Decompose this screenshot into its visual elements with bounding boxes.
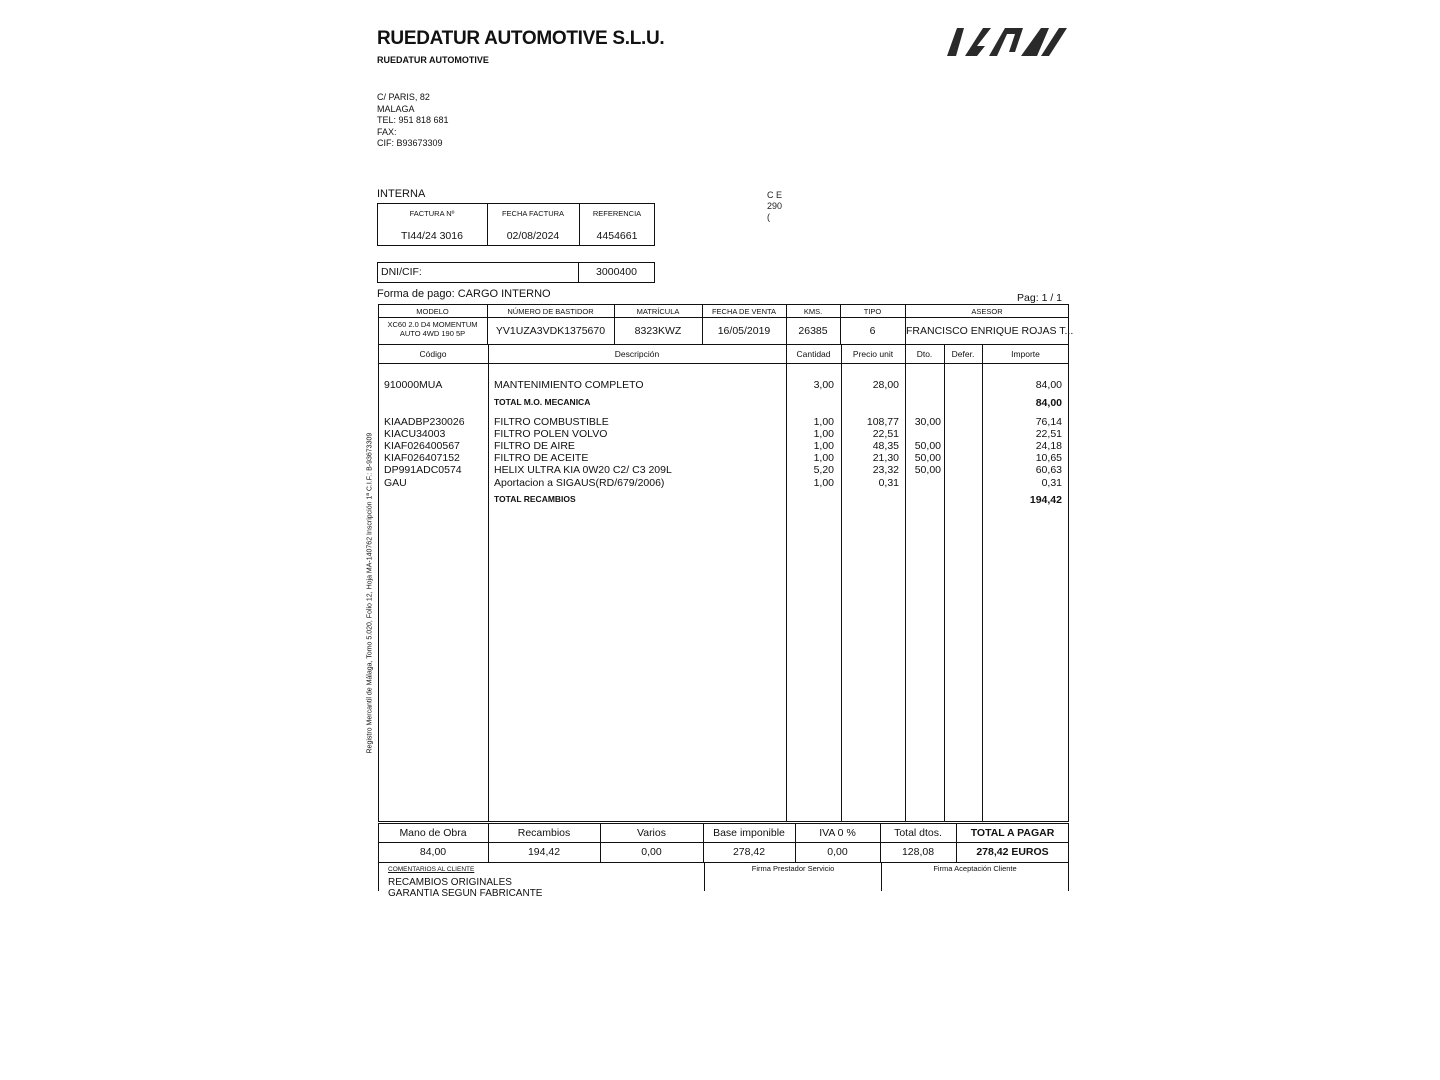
item-unit-price: 108,77 (866, 416, 899, 428)
item-quantity: 1,00 (813, 428, 834, 440)
fecha-label: FECHA FACTURA (501, 209, 565, 218)
item-amount: 76,14 (1035, 416, 1062, 428)
item-quantity: 3,00 (813, 379, 834, 391)
address-line: C/ PARIS, 82 (377, 92, 430, 102)
vehicle-header: ASESOR (971, 307, 1003, 316)
item-unit-price: 48,35 (872, 440, 899, 452)
vehicle-header: MODELO (416, 307, 449, 316)
registry-side-text: Registro Mercantil de Málaga, Tomo 5.020, Folio 12, Hoja MA-140762 Inscripción 1ª C.I.F.: B-93673309 (366, 432, 374, 754)
totals-header: Mano de Obra (399, 827, 467, 839)
total-parts: 194,42 (527, 846, 561, 858)
total-to-pay: 278,42 EUROS (976, 846, 1049, 858)
address-line: MALAGA (377, 103, 415, 114)
comment-line: RECAMBIOS ORIGINALES (388, 877, 512, 888)
subtotal-labour-label: TOTAL M.O. MECANICA (494, 397, 591, 407)
company-name: RUEDATUR AUTOMOTIVE S.L.U. (377, 28, 665, 49)
item-quantity: 5,20 (813, 464, 834, 476)
items-header: Código (419, 349, 447, 359)
item-code: DP991ADC0574 (384, 464, 462, 476)
comments (388, 877, 542, 899)
sale-date: 16/05/2019 (717, 325, 771, 337)
signature-provider: Firma Prestador Servicio (751, 864, 835, 873)
factura-number: TI44/24 3016 (401, 230, 463, 242)
item-code: 910000MUA (384, 379, 443, 391)
vehicle-model (378, 321, 487, 338)
license-plate: 8323KWZ (634, 325, 682, 337)
item-quantity: 1,00 (813, 452, 834, 464)
total-discounts: 128,08 (901, 846, 935, 858)
asesor: FRANCISCO ENRIQUE ROJAS T... (906, 325, 1074, 337)
subtotal-parts-value: 194,42 (1029, 494, 1062, 506)
item-amount: 22,51 (1035, 428, 1062, 440)
item-amount: 60,63 (1035, 464, 1062, 476)
recipient-line: 290 (767, 201, 783, 211)
factura-label: FACTURA Nº (409, 209, 455, 218)
vin: YV1UZA3VDK1375670 (495, 325, 606, 337)
total-base: 278,42 (732, 846, 766, 858)
item-unit-price: 0,31 (878, 477, 899, 489)
item-unit-price: 21,30 (872, 452, 899, 464)
invoice-date: 02/08/2024 (506, 230, 560, 242)
totals-header: Base imponible (713, 827, 785, 839)
reference-number: 4454661 (596, 230, 638, 242)
items-header: Dto. (916, 349, 933, 359)
subtotal-parts-label: TOTAL RECAMBIOS (494, 494, 576, 504)
footer-section (378, 863, 1069, 899)
vehicle-header: TIPO (863, 307, 882, 316)
payment-method (377, 288, 551, 300)
model-line: AUTO 4WD 190 5P (399, 328, 466, 338)
item-description: FILTRO DE ACEITE (494, 452, 589, 464)
items-header: Precio unit (852, 349, 894, 359)
kia-logo (945, 24, 1069, 58)
item-amount: 10,65 (1035, 452, 1062, 464)
item-description: FILTRO POLEN VOLVO (494, 428, 608, 440)
referencia-label: REFERENCIA (592, 209, 642, 218)
item-description: FILTRO COMBUSTIBLE (494, 416, 609, 428)
item-quantity: 1,00 (813, 440, 834, 452)
totals-header: TOTAL A PAGAR (970, 827, 1055, 839)
item-quantity: 1,00 (813, 477, 834, 489)
payment-value: CARGO INTERNO (457, 288, 551, 300)
item-description: FILTRO DE AIRE (494, 440, 575, 452)
dni-value: 3000400 (596, 266, 637, 278)
item-code: KIAADBP230026 (384, 416, 465, 428)
item-description: HELIX ULTRA KIA 0W20 C2/ C3 209L (494, 464, 672, 476)
totals-header: IVA 0 % (819, 827, 856, 839)
vehicle-header: FECHA DE VENTA (711, 307, 777, 316)
comments-label: COMENTARIOS AL CLIENTE (388, 866, 475, 873)
invoice-type: INTERNA (377, 188, 426, 200)
item-description: Aportacion a SIGAUS(RD/679/2006) (494, 477, 665, 489)
totals-header: Varios (637, 827, 666, 839)
item-discount: 50,00 (914, 440, 941, 452)
totals-header: Total dtos. (894, 827, 942, 839)
item-unit-price: 23,32 (872, 464, 899, 476)
item-code: GAU (384, 477, 407, 489)
dni-label: DNI/CIF: (381, 266, 422, 278)
tipo: 6 (869, 325, 876, 337)
recipient-line: ( (767, 212, 770, 222)
item-amount: 24,18 (1035, 440, 1062, 452)
total-iva: 0,00 (827, 846, 848, 858)
item-code: KIACU34003 (384, 428, 446, 440)
item-code: KIAF026400567 (384, 440, 460, 452)
totals-header: Recambios (517, 827, 571, 839)
address-line: FAX: (377, 126, 397, 137)
signature-client: Firma Aceptación Cliente (933, 864, 1017, 873)
item-code: KIAF026407152 (384, 452, 460, 464)
kms: 26385 (798, 325, 828, 337)
item-unit-price: 22,51 (872, 428, 899, 440)
vehicle-header: KMS. (803, 307, 823, 316)
item-amount: 0,31 (1041, 477, 1062, 489)
items-table (378, 344, 1069, 822)
subtotal-labour-value: 84,00 (1035, 397, 1062, 409)
vehicle-header: NÚMERO DE BASTIDOR (507, 307, 594, 316)
company-subname: RUEDATUR AUTOMOTIVE (377, 55, 489, 65)
payment-label: Forma de pago: (377, 288, 455, 300)
item-amount: 84,00 (1035, 379, 1062, 391)
items-header: Importe (1011, 349, 1040, 359)
item-description: MANTENIMIENTO COMPLETO (494, 379, 644, 391)
address-line: TEL: 951 818 681 (377, 115, 449, 125)
item-discount: 50,00 (914, 452, 941, 464)
total-labour: 84,00 (419, 846, 447, 858)
recipient-block (767, 190, 782, 223)
page-number: Pag: 1 / 1 (1017, 292, 1062, 304)
items-header: Descripción (614, 349, 660, 359)
total-varios: 0,00 (641, 846, 662, 858)
vehicle-header: MATRÍCULA (636, 307, 680, 316)
item-quantity: 1,00 (813, 416, 834, 428)
items-header: Cantidad (796, 349, 831, 359)
company-address (377, 92, 449, 150)
comment-line: GARANTIA SEGUN FABRICANTE (388, 888, 543, 899)
address-line: CIF: B93673309 (377, 138, 443, 148)
item-discount: 30,00 (914, 416, 941, 428)
item-discount: 50,00 (914, 464, 941, 476)
item-unit-price: 28,00 (872, 379, 899, 391)
model-line: XC60 2.0 D4 MOMENTUM (387, 320, 478, 329)
items-header: Defer. (951, 349, 975, 359)
recipient-line: C E (767, 190, 783, 200)
